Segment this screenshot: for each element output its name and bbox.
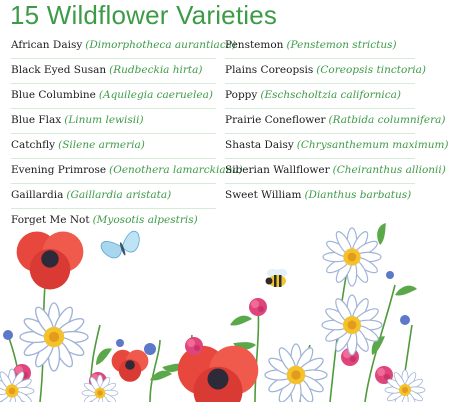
common-name: Gaillardia — [11, 189, 64, 201]
list-item — [225, 59, 426, 84]
scientific-name: (Cheiranthus allionii) — [332, 164, 446, 176]
common-name: Evening Primrose — [11, 164, 107, 176]
common-name: Sweet William — [225, 189, 302, 201]
scientific-name: (Coreopsis tinctoria) — [316, 64, 426, 76]
right-variety-list — [225, 34, 449, 208]
scientific-name: (Ratbida columnifera) — [328, 114, 446, 126]
list-item — [11, 59, 216, 84]
common-name: African Daisy — [11, 39, 83, 51]
scientific-name: (Dimorphotheca aurantiaca) — [85, 39, 237, 51]
list-item — [225, 109, 446, 134]
common-name: Plains Coreopsis — [225, 64, 314, 76]
scientific-name: (Gaillardia aristata) — [66, 189, 172, 201]
list-item — [11, 134, 216, 159]
list-item — [225, 159, 446, 184]
list-item — [225, 84, 415, 109]
common-name: Blue Flax — [11, 114, 62, 126]
scientific-name: (Aquilegia caeruelea) — [98, 89, 213, 101]
common-name: Shasta Daisy — [225, 139, 294, 151]
scientific-name: (Rudbeckia hirta) — [109, 64, 203, 76]
scientific-name: (Myosotis alpestris) — [92, 214, 198, 226]
wildflower-illustration — [0, 215, 416, 402]
common-name: Blue Columbine — [11, 89, 96, 101]
page-title: 15 Wildflower Varieties — [10, 0, 278, 30]
bee-icon — [266, 269, 288, 287]
common-name: Siberian Wallflower — [225, 164, 330, 176]
list-item — [225, 134, 449, 159]
scientific-name: (Linum lewisii) — [64, 114, 144, 126]
common-name: Prairie Coneflower — [225, 114, 326, 126]
list-item — [11, 84, 216, 109]
butterfly-icon — [100, 230, 144, 262]
scientific-name: (Penstemon strictus) — [286, 39, 397, 51]
list-item — [225, 184, 415, 208]
scientific-name: (Dianthus barbatus) — [304, 189, 412, 201]
list-item — [11, 34, 237, 59]
list-item — [225, 34, 415, 59]
scientific-name: (Oenothera lamarckiana) — [109, 164, 243, 176]
scientific-name: (Eschscholtzia californica) — [260, 89, 401, 101]
common-name: Black Eyed Susan — [11, 64, 107, 76]
common-name: Catchfly — [11, 139, 56, 151]
common-name: Forget Me Not — [11, 214, 90, 226]
list-item — [11, 184, 216, 209]
list-item — [11, 109, 216, 134]
common-name: Poppy — [225, 89, 258, 101]
list-item — [11, 159, 243, 184]
scientific-name: (Silene armeria) — [58, 139, 145, 151]
common-name: Penstemon — [225, 39, 284, 51]
scientific-name: (Chrysanthemum maximum) — [296, 139, 449, 151]
